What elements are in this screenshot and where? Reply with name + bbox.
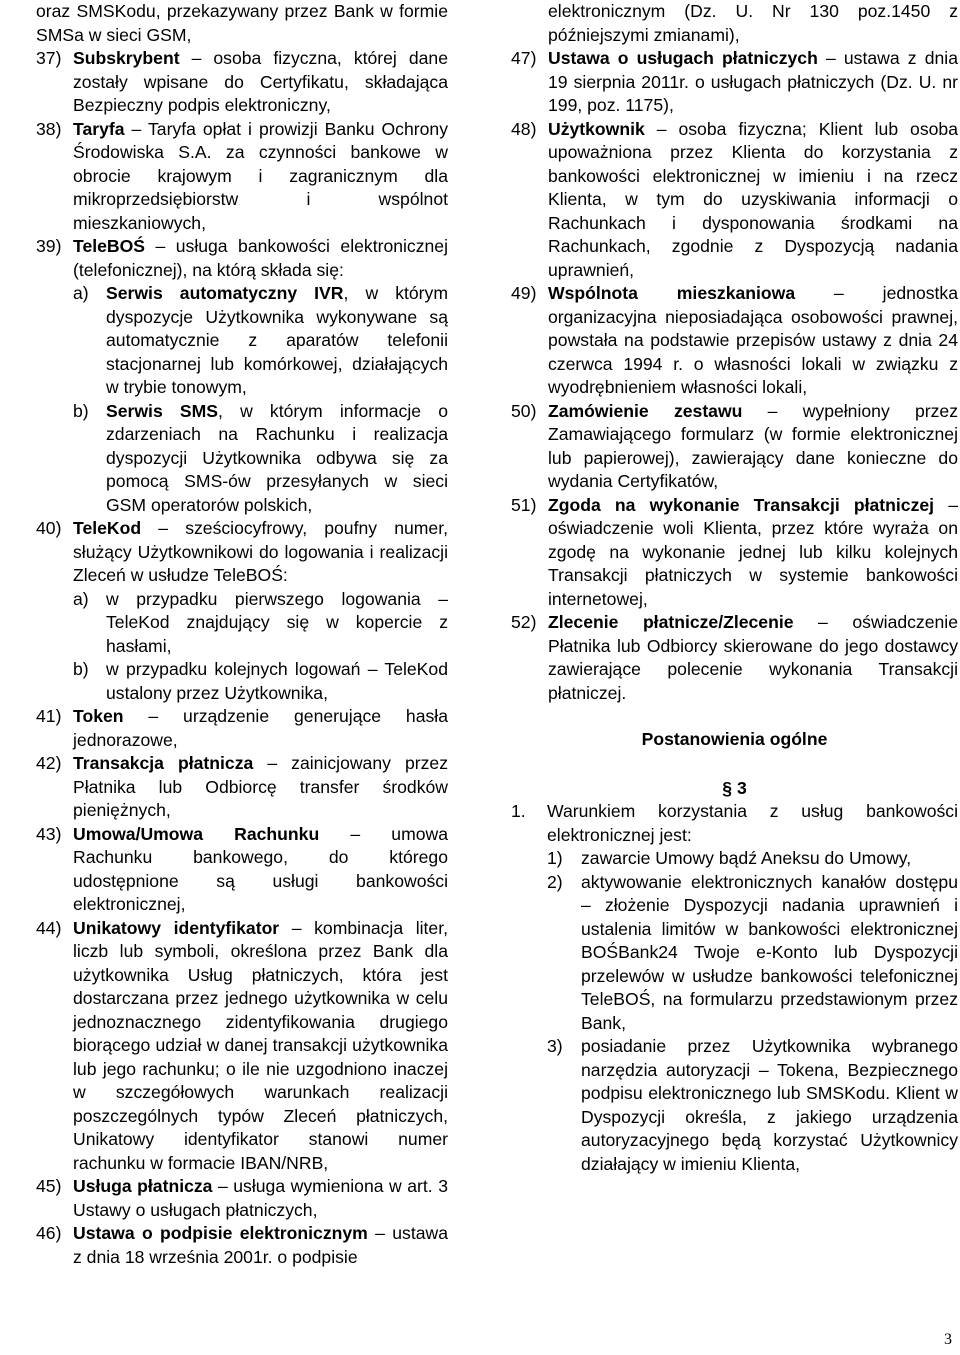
term: Ustawa o usługach płatniczych: [548, 48, 818, 68]
definition-item-51: [511, 494, 958, 612]
definition-item-52: [511, 611, 958, 705]
term: Użytkownik: [548, 118, 645, 139]
term: Token: [73, 706, 124, 726]
sub-item-40a: [73, 588, 448, 659]
definition: – usługa bankowości elektronicznej (telefonicznej), na którą składa się:: [73, 236, 448, 280]
definition: , w którym dyspozycje Użytkownika wykonywane są automatycznie z aparatów telefonii stacjonarnej lub komórkowej, działających w trybie tonowym,: [106, 283, 448, 397]
term: Zgoda na wykonanie Transakcji płatniczej: [548, 494, 935, 515]
definition: – zainicjowany przez Płatnika lub Odbiorcę transfer środków pieniężnych,: [73, 753, 448, 820]
definition: – ustawa z dnia 18 września 2001r. o podpisie: [73, 1223, 449, 1267]
left-intro: oraz SMSKodu, przekazywany przez Bank w formie SMSa w sieci GSM,: [36, 1, 448, 45]
term: TeleKod: [73, 518, 142, 538]
right-intro: elektronicznym (Dz. U. Nr 130 poz.1450 z późniejszymi zmianami),: [548, 1, 958, 45]
condition-label: 3): [547, 1036, 563, 1056]
condition-text: zawarcie Umowy bądź Aneksu do Umowy,: [581, 848, 912, 868]
definition: – usługa wymieniona w art. 3 Ustawy o usługach płatniczych,: [73, 1176, 448, 1220]
sub-item-40b: [73, 658, 448, 705]
definition-item-50: [511, 400, 958, 494]
definition: – osoba fizyczna, której dane zostały wpisane do Certyfikatu, składająca Bezpieczny podpis elektroniczny,: [73, 48, 448, 115]
sub-item-39b: [73, 400, 448, 518]
item-number: 39): [36, 236, 62, 256]
condition-label: 1): [547, 848, 563, 868]
definition: – wypełniony przez Zamawiającego formularz (w formie elektronicznej lub papierowej), zawierający dane konieczne do wydania Certyfikatów,: [548, 400, 959, 491]
definition-item-39: [36, 235, 448, 517]
item-number: 37): [36, 48, 62, 68]
term: Serwis automatyczny IVR: [106, 283, 344, 303]
item-number: 45): [36, 1176, 62, 1196]
sub-label: b): [73, 400, 89, 421]
paragraph-symbol: § 3: [722, 777, 747, 798]
item-number: 51): [511, 494, 537, 515]
definition-item-45: [36, 1175, 448, 1222]
definition: – umowa Rachunku bankowego, do którego udostępnione są usługi bankowości elektronicznej,: [73, 823, 448, 914]
definition-item-41: [36, 705, 448, 752]
term: Usługa płatnicza: [73, 1176, 213, 1196]
page-number: 3: [944, 1331, 952, 1348]
sub-label: a): [73, 588, 89, 609]
definition: – sześciocyfrowy, poufny numer, służący Użytkownikowi do logowania i realizacji Zleceń w usłudze TeleBOŚ:: [73, 518, 448, 585]
term: Taryfa: [73, 118, 125, 139]
term: Zamówienie zestawu: [548, 400, 743, 421]
item-number: 40): [36, 518, 62, 538]
definition-item-43: [36, 823, 448, 917]
item-number: 46): [36, 1223, 62, 1243]
right-column: [511, 0, 958, 1176]
item-number: 41): [36, 706, 62, 726]
left-column: [36, 0, 448, 1269]
item-number: 47): [511, 48, 537, 68]
term: Transakcja płatnicza: [73, 753, 254, 773]
term: Subskrybent: [73, 48, 180, 68]
term: Zlecenie płatnicze/Zlecenie: [548, 612, 794, 632]
item-number: 49): [511, 283, 537, 303]
definition-item-44: [36, 917, 448, 1176]
definition: – ustawa z dnia 19 sierpnia 2011r. o usługach płatniczych (Dz. U. nr 199, poz. 1175),: [548, 48, 958, 115]
item-number: 50): [511, 400, 537, 421]
term: TeleBOŚ: [73, 236, 146, 256]
term: Unikatowy identyfikator: [73, 917, 280, 938]
item-number: 42): [36, 753, 62, 773]
definition: w przypadku pierwszego logowania – TeleKod znajdujący się w kopercie z hasłami,: [106, 588, 448, 656]
sub-label: a): [73, 283, 89, 303]
condition-text: posiadanie przez Użytkownika wybranego narzędzia autoryzacji – Tokena, Bezpiecznego podpisu elektronicznego lub SMSKodu. Klient w Dyspozycji określa, z jakiego urządzenia autoryzacyjnego będą korzystać Użytkownicy działający w imieniu Klienta,: [581, 1036, 958, 1174]
condition-3: [547, 1035, 958, 1176]
definition-item-48: [511, 118, 958, 283]
definition: – kombinacja liter, liczb lub symboli, określona przez Bank dla użytkownika Usług płatniczych, która jest dostarczana przez jednego użytkownika w celu jednoznacznego zidentyfikowania drugiego biorącego udział w danej transakcji użytkownika lub jego rachunku; o ile nie uzgodniono inaczej w szczegółowych warunkach realizacji poszczególnych typów Zleceń płatniczych, Unikatowy identyfikator stanowi numer rachunku w formacie IBAN/NRB,: [73, 917, 448, 1173]
definition-item-37: [36, 47, 448, 118]
paragraph-number: 1.: [511, 801, 526, 821]
term: Serwis SMS: [106, 400, 219, 421]
definition-item-47: [511, 47, 958, 118]
definition: w przypadku kolejnych logowań – TeleKod ustalony przez Użytkownika,: [106, 659, 448, 703]
term: Ustawa o podpisie elektronicznym: [73, 1223, 368, 1243]
section-heading: Postanowienia ogólne: [641, 729, 828, 749]
definition: – urządzenie generujące hasła jednorazowe,: [73, 706, 448, 750]
item-number: 38): [36, 118, 62, 139]
definition-item-40: [36, 517, 448, 705]
definition-item-42: [36, 752, 448, 823]
definition: – Taryfa opłat i prowizji Banku Ochrony Środowiska S.A. za czynności bankowe w obrocie krajowym i zagranicznym dla mikroprzedsiębiorstw i wspólnot mieszkaniowych,: [73, 118, 448, 233]
definition: , w którym informacje o zdarzeniach na Rachunku i realizacja dyspozycji Użytkownika odbywa się za pomocą SMS-ów przesyłanych w sieci GSM operatorów polskich,: [106, 400, 448, 515]
condition-2: [547, 871, 958, 1036]
term: Umowa/Umowa Rachunku: [73, 823, 320, 844]
condition-label: 2): [547, 871, 563, 892]
item-number: 43): [36, 823, 62, 844]
item-number: 52): [511, 612, 537, 632]
condition-1: [547, 847, 958, 871]
definition: – jednostka organizacyjna nieposiadająca osobowości prawnej, powstała na podstawie przepisów ustawy z dnia 24 czerwca 1994 r. o własności lokali w związku z wyodrębnieniem własności lokali,: [548, 283, 958, 397]
definition-item-46: [36, 1222, 448, 1269]
sub-label: b): [73, 659, 89, 679]
condition-text: aktywowanie elektronicznych kanałów dostępu – złożenie Dyspozycji nadania uprawnień i ustalenia limitów w bankowości elektronicznej BOŚBank24 Twoje e-Konto lub Dyspozycji przelewów w usłudze bankowości telefonicznej TeleBOŚ, na formularzu przedstawionym przez Bank,: [581, 871, 958, 1033]
item-number: 44): [36, 917, 62, 938]
sub-item-39a: [73, 282, 448, 400]
item-number: 48): [511, 118, 537, 139]
definition-item-49: [511, 282, 958, 400]
definition: – oświadczenie Płatnika lub Odbiorcy skierowane do jego dostawcy zawierające polecenie wykonania Transakcji płatniczej.: [548, 612, 958, 703]
definition-item-38: [36, 118, 448, 236]
definition: – oświadczenie woli Klienta, przez które wyraża on zgodę na wykonanie jednej lub kilku kolejnych Transakcji płatniczych w systemie bankowości internetowej,: [548, 494, 958, 609]
paragraph-1: [511, 800, 958, 1176]
definition: – osoba fizyczna; Klient lub osoba upoważniona przez Klienta do korzystania z bankowości elektronicznej w imieniu i na rzecz Klienta, w tym do uzyskiwania informacji o Rachunkach i dysponowania środkami na Rachunkach, zgodnie z Dyspozycją nadania uprawnień,: [548, 118, 958, 280]
term: Wspólnota mieszkaniowa: [548, 283, 796, 303]
paragraph-text: Warunkiem korzystania z usług bankowości elektronicznej jest:: [547, 801, 958, 845]
